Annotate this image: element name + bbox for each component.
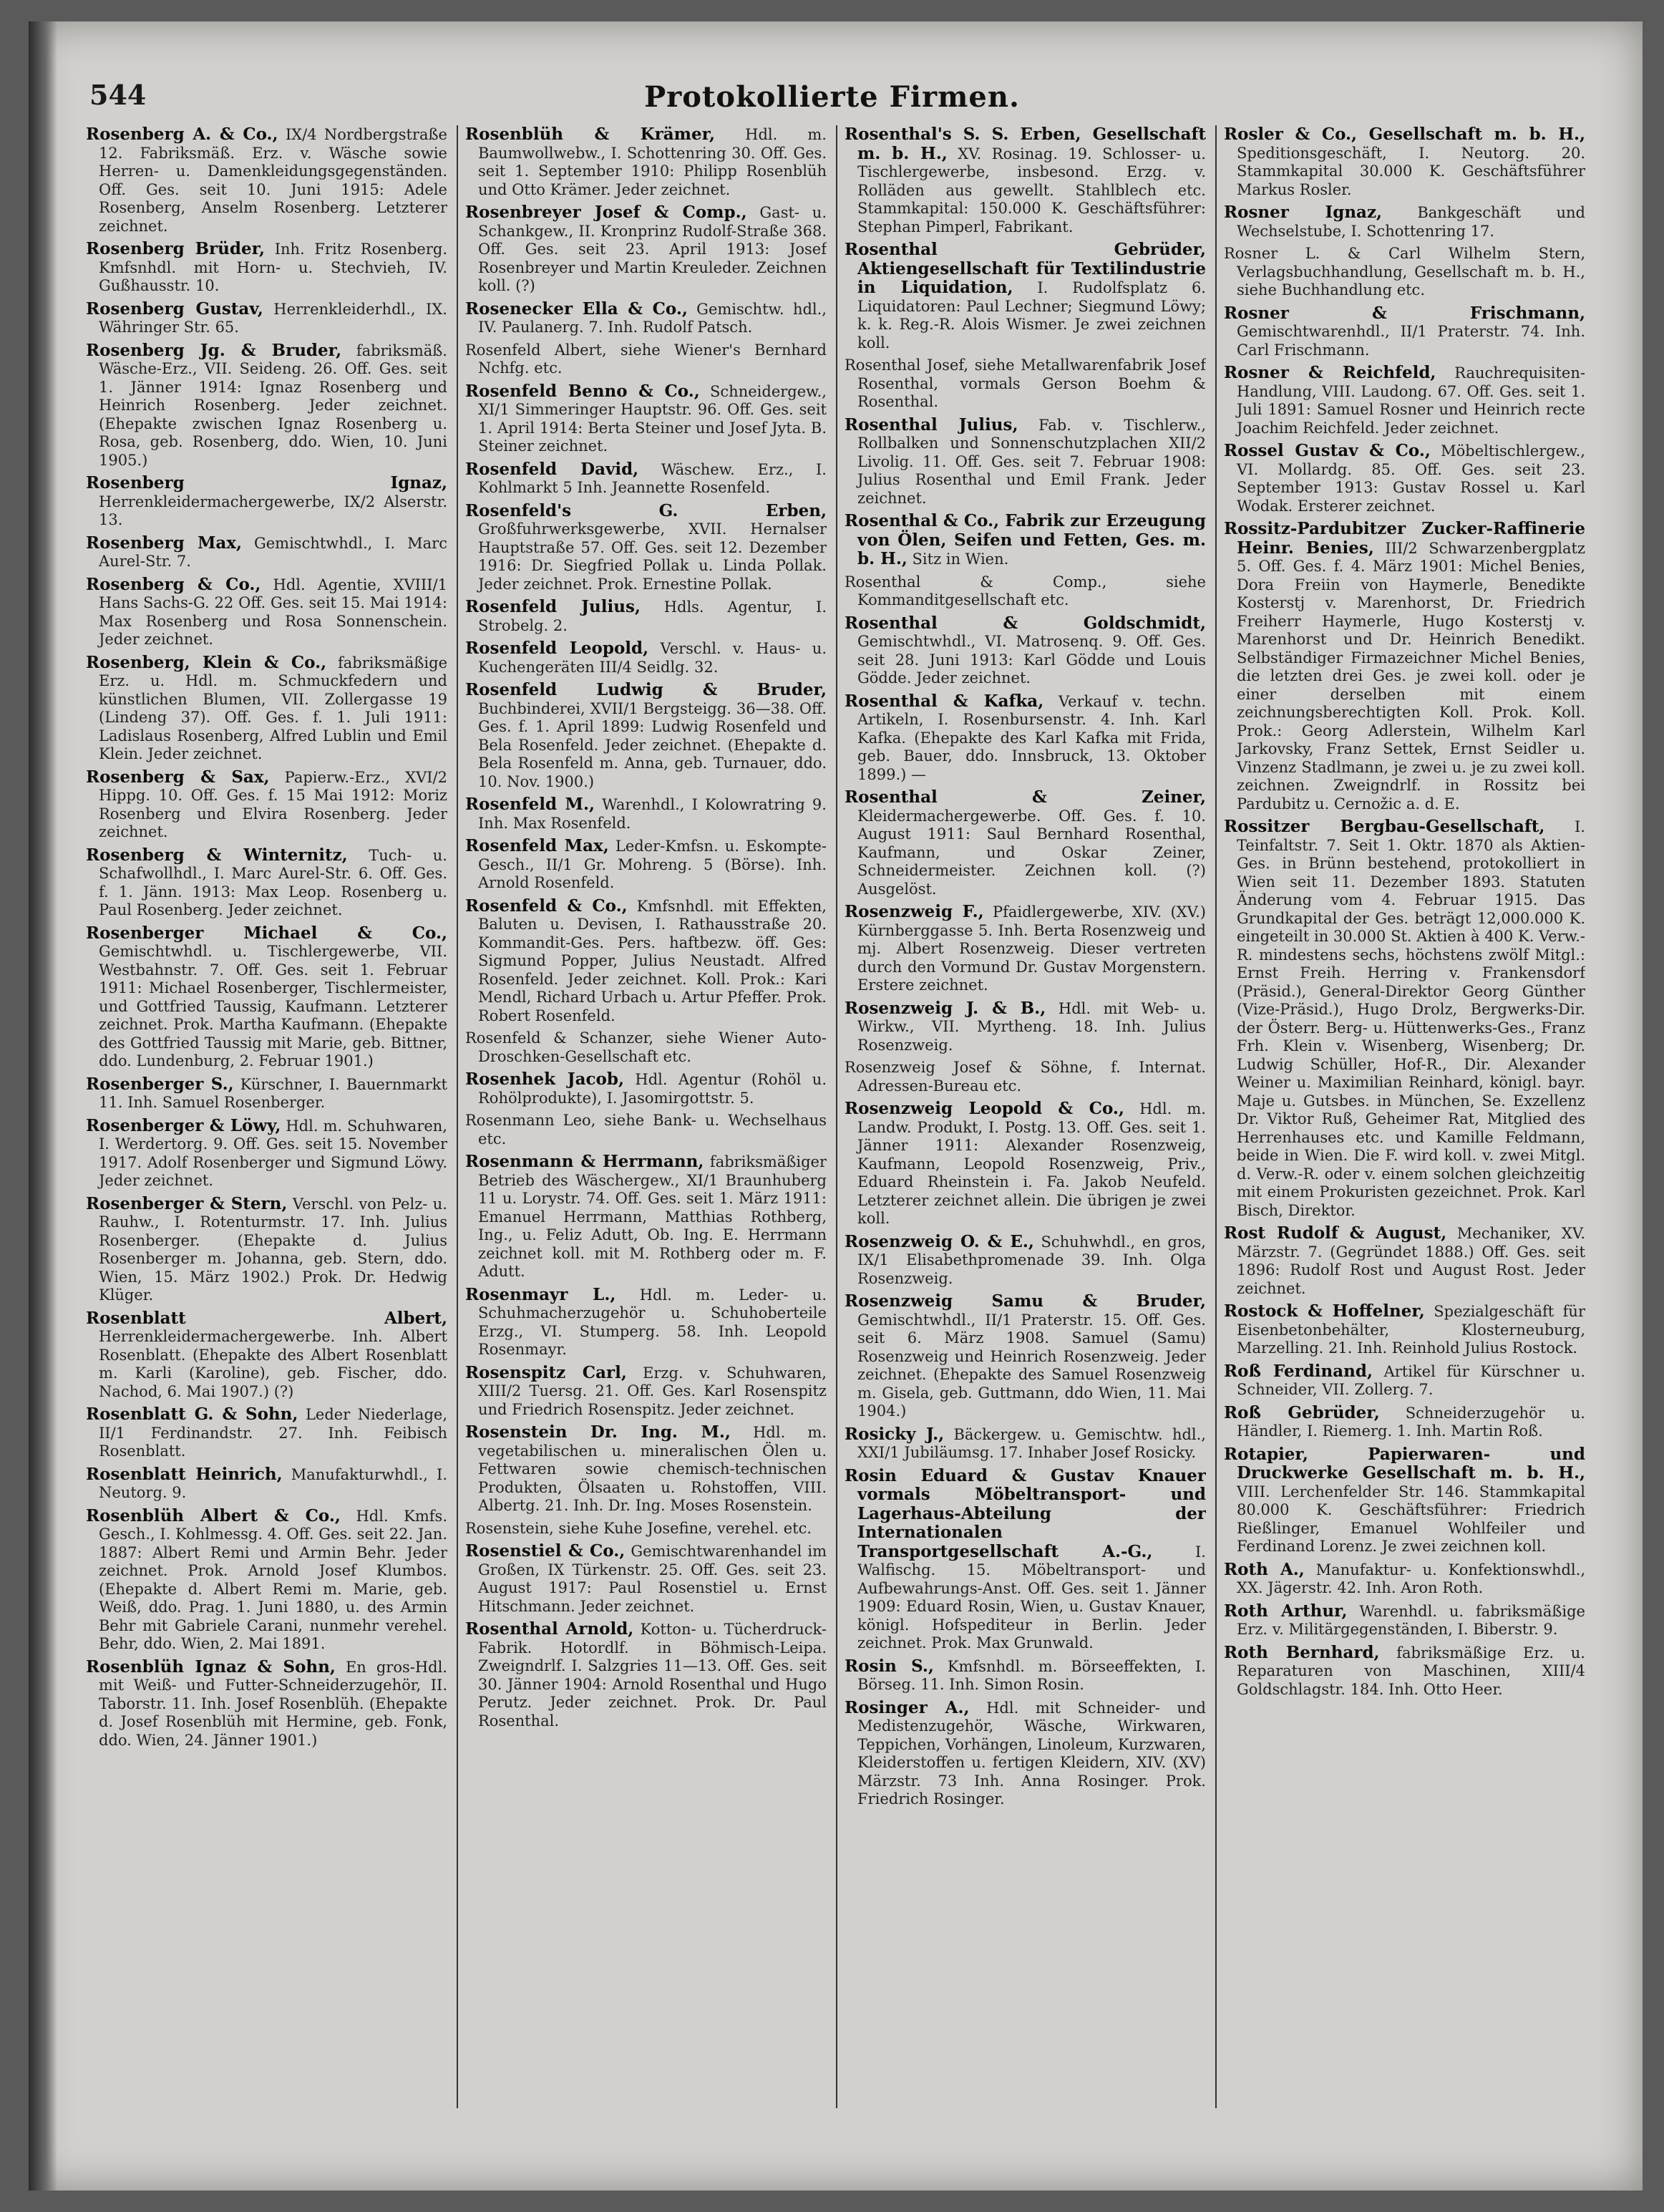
- entry-text: Schneiderzugehör u. Händler, I. Riemerg. 1. Inh. Martin Roß.: [1237, 1404, 1585, 1440]
- firm-name: Rosinger A.,: [845, 1697, 970, 1717]
- firm-name: Rosenberg & Sax,: [86, 767, 270, 787]
- firm-name: Rosenstiel & Co.,: [465, 1541, 626, 1561]
- directory-entry: [1224, 1445, 1585, 1556]
- entry-text: Rosenmann Leo, siehe Bank- u. Wechselhaus etc.: [465, 1112, 827, 1148]
- directory-entry: [86, 768, 447, 842]
- directory-entry: [465, 1364, 827, 1420]
- entry-text: Buchbinderei, XVII/1 Bergsteigg. 36—38. Off. Ges. f. 1. April 1899: Ludwig Rosenfeld und Bela Rosenfeld. Jeder zeichnet. (Ehepakte d. Bela Rosenfeld m. Anna, geb. Turnauer, ddo. 10. Nov. 1900.): [478, 699, 827, 790]
- entry-text: Gast- u. Schankgew., II. Kronprinz Rudolf-Straße 368. Off. Ges. seit 23. April 1913: Josef Rosenbreyer und Martin Kreuleder. Zeichnen koll. (?): [478, 204, 827, 294]
- firm-name: Rosenhek Jacob,: [465, 1069, 624, 1089]
- entry-text: Hdl. m. Landw. Produkt, I. Postg. 13. Off. Ges. seit 1. Jänner 1911: Alexander Rosenzweig, Kaufmann, Leopold Rosenzweig, Priv., Eduard Rheinstein i. Fa. Jakob Neufeld. Letzterer zeichnet allein. Die übrigen je zwei koll.: [857, 1100, 1206, 1227]
- entry-text: Verschl. von Pelz- u. Rauhw., I. Rotenturmstr. 17. Inh. Julius Rosenberger. (Ehepakte d. Julius Rosenberger m. Johanna, geb. Stern, ddo. Wien, 15. März 1902.) Prok. Dr. Hedwig Klüger.: [99, 1195, 447, 1304]
- entry-text: Artikel für Kürschner u. Schneider, VII. Zollerg. 7.: [1237, 1362, 1585, 1398]
- directory-entry: [86, 240, 447, 296]
- directory-entry: [845, 1467, 1206, 1653]
- entry-text: Rosenstein, siehe Kuhe Josefine, verehel. etc.: [465, 1519, 812, 1537]
- directory-entry: [1224, 520, 1585, 813]
- directory-entry: [1224, 1561, 1585, 1598]
- directory-entry: [86, 474, 447, 530]
- directory-entry: [86, 1465, 447, 1503]
- directory-entry: [465, 300, 827, 337]
- firm-name: Rosenzweig O. & E.,: [845, 1231, 1034, 1251]
- entry-text: Hdls. Agentur, I. Strobelg. 2.: [478, 598, 827, 634]
- firm-name: Rosenthal Gebrüder, Aktiengesellschaft für Textilindustrie in Liquidation,: [845, 240, 1206, 297]
- firm-name: Roß Ferdinand,: [1224, 1361, 1373, 1381]
- entry-text: Papierw.-Erz., XVI/2 Hippg. 10. Off. Ges. f. 15 Mai 1912: Moriz Rosenberg und Elvira Rosenberg. Jeder zeichnet.: [99, 768, 447, 840]
- directory-entry: [1224, 1602, 1585, 1639]
- directory-entry: [845, 692, 1206, 785]
- entry-text: Bankgeschäft und Wechselstube, I. Schottenring 17.: [1237, 204, 1585, 240]
- firm-name: Rostock & Hoffelner,: [1224, 1301, 1425, 1321]
- directory-entry: [465, 382, 827, 456]
- firm-name: Rosin S.,: [845, 1656, 934, 1676]
- entry-text: IX/4 Nordbergstraße 12. Fabriksmäß. Erz. v. Wäsche sowie Herren- u. Damenkleidungsgegenständen. Off. Ges. seit 10. Juni 1915: Adele Rosenberg, Anselm Rosenberg. Letzterer zeichnet.: [99, 126, 447, 235]
- firm-name: Rossitz-Pardubitzer Zucker-Raffinerie Heinr. Benies,: [1224, 519, 1585, 558]
- entry-text: Gemischtwarenhdl., II/1 Praterstr. 74. Inh. Carl Frischmann.: [1237, 323, 1585, 359]
- directory-entry: [845, 356, 1206, 412]
- firm-name: Rosenfeld David,: [465, 459, 639, 479]
- firm-name: Rosner & Frischmann,: [1224, 303, 1585, 323]
- firm-name: Rosenfeld Ludwig & Bruder,: [465, 680, 827, 699]
- firm-name: Rosenthal & Goldschmidt,: [845, 613, 1206, 633]
- directory-entry: [1224, 364, 1585, 437]
- directory-entry: [845, 1059, 1206, 1095]
- entry-text: Rosenfeld & Schanzer, siehe Wiener Auto-Droschken-Gesellschaft etc.: [465, 1029, 827, 1065]
- entry-text: I. Teinfaltstr. 7. Seit 1. Oktr. 1870 als Aktien-Ges. in Brünn bestehend, protokolliert in Wien seit 11. Dezember 1893. Statuten Änderung vom 4. Februar 1915. Das Grundkapital der Ges. beträgt 12,000.000 K. eingeteilt in 30.000 St. Aktien à 400 K. Verw.-R. mindestens sechs, höchstens zwölf Mitgl.: Ernst Freih. Herring v. Frankensdorf (Präsid.), General-Direktor Georg Günther (Vize-Präsid.), Hugo Drolz, Bergwerks-Dir. der Österr. Berg- u. Hüttenwerks-Ges., Franz Frh. Klein v. Wisenberg, Wisenberg; Dr. Ludwig Schüller, Hof-R., Dir. Alexander Weiner u. Maximilian Reinhard, königl. bayr. Maje u. Gutsbes. in München, Se. Exzellenz Dr. Viktor Ruß, Geheimer Rat, Mitglied des Herrenhauses etc. und Kamille Feldmann, beide in Wien. Die F. wird koll. v. zwei Mitgl. d. Verw.-R. oder v. einem solchen gleichzeitig mit einem Prokuristen gezeichnet. Prok. Karl Bisch, Direktor.: [1237, 818, 1585, 1219]
- entry-text: fabriksmäßige Erz. u. Hdl. m. Schmuckfedern und künstlichen Blumen, VII. Zollergasse 19 (Lindeng 37). Off. Ges. f. 1. Juli 1911: Ladislaus Rosenberg, Alfred Lublin und Emil Klein. Jeder zeichnet.: [99, 654, 447, 762]
- directory-entry: [86, 1309, 447, 1402]
- entry-text: Hdl. Agentie, XVIII/1 Hans Sachs-G. 22 Off. Ges. seit 15. Mai 1914: Max Rosenberg und Rosa Sonnenschein. Jeder zeichnet.: [99, 576, 447, 648]
- entry-text: I. Rudolfsplatz 6. Liquidatoren: Paul Lechner; Siegmund Löwy; k. k. Reg.-R. Alois Wismer. Je zwei zeichnen koll.: [857, 279, 1206, 351]
- firm-name: Rossel Gustav & Co.,: [1224, 441, 1431, 460]
- directory-entry: [465, 897, 827, 1026]
- firm-name: Roß Gebrüder,: [1224, 1402, 1380, 1422]
- firm-name: Rosenthal's S. S. Erben, Gesellschaft m. b. H.,: [845, 125, 1206, 163]
- directory-entry: [465, 1520, 827, 1538]
- directory-entry: [845, 788, 1206, 898]
- firm-name: Roth Arthur,: [1224, 1601, 1348, 1621]
- entry-text: fabriksmäß. Wäsche-Erz., VII. Seideng. 26. Off. Ges. seit 1. Jänner 1914: Ignaz Rosenberg und Heinrich Rosenberg. Jeder zeichnet. (Ehepakte zwischen Ignaz Rosenberg u. Rosa, geb. Rosenberg, ddo. Wien, 10. Juni 1905.): [99, 341, 447, 469]
- entry-text: Gemischtwhdl. u. Tischlergewerbe, VII. Westbahnstr. 7. Off. Ges. seit 1. Februar 1911: Michael Rosenberger, Tischlermeister, und Gottfried Taussig, Kaufmann. Letzterer zeichnet. Prok. Martha Kaufmann. (Ehepakte des Gottfried Taussig mit Marie, geb. Bittner, ddo. Lundenburg, 2. Februar 1901.): [99, 943, 447, 1069]
- directory-entry: [465, 1423, 827, 1515]
- directory-entry: [845, 903, 1206, 995]
- entry-text: Möbeltischlergew., VI. Mollardg. 85. Off. Ges. seit 23. September 1913: Gustav Rossel u. Karl Wodak. Ersterer zeichnet.: [1237, 442, 1585, 515]
- firm-name: Rosenfeld's G. Erben,: [465, 500, 827, 520]
- directory-entry: [465, 1286, 827, 1359]
- directory-entry: [845, 416, 1206, 508]
- firm-name: Rosenfeld Julius,: [465, 597, 641, 616]
- directory-entry: [86, 1507, 447, 1654]
- entry-text: I. Walfischg. 15. Möbeltransport- und Aufbewahrungs-Anst. Off. Ges. seit 1. Jänner 1909: Eduard Rosin, Wien, u. Gustav Knauer, königl. Hofspediteur in Berlin. Jeder zeichnet. Prok. Max Grunwald.: [857, 1543, 1206, 1651]
- book-spine-shadow: [29, 21, 57, 2191]
- directory-entry: [465, 1070, 827, 1107]
- directory-entry: [1224, 245, 1585, 300]
- directory-entry: [845, 1657, 1206, 1694]
- entry-text: Fab. v. Tischlerw., Rollbalken und Sonnenschutzplachen XII/2 Livolig. 11. Off. Ges. seit 7. Februar 1908: Julius Rosenthal und Emil Frank. Jeder zeichnet.: [857, 416, 1206, 507]
- directory-entry: [1224, 1404, 1585, 1441]
- directory-entry: [465, 1153, 827, 1281]
- directory-entry: [845, 999, 1206, 1055]
- directory-entry: [1224, 1224, 1585, 1298]
- directory-entry: [1224, 442, 1585, 515]
- directory-entry: [465, 1620, 827, 1730]
- directory-entry: [86, 534, 447, 571]
- entry-text: Speditionsgeschäft, I. Neutorg. 20. Stammkapital 30.000 K. Geschäftsführer Markus Rosler.: [1237, 144, 1585, 198]
- directory-entry: [465, 1112, 827, 1148]
- entry-text: Gemischtwhdl., I. Marc Aurel-Str. 7.: [99, 534, 447, 570]
- entry-text: Rosenzweig Josef & Söhne, f. Internat. Adressen-Bureau etc.: [845, 1059, 1206, 1095]
- entry-text: Hdl. m. Leder- u. Schuhmacherzugehör u. Schuhoberteile Erzg., VI. Stumperg. 58. Inh. Leopold Rosenmayr.: [478, 1286, 827, 1358]
- entry-text: Hdl. mit Schneider- und Medistenzugehör, Wäsche, Wirkwaren, Teppichen, Vorhängen, Linoleum, Kurzwaren, Kleiderstoffen u. fertigen Kleidern, XIV. (XV) Märzstr. 73 Inh. Anna Rosinger. Prok. Friedrich Rosinger.: [857, 1699, 1206, 1808]
- entry-text: Gemischtwhdl., II/1 Praterstr. 15. Off. Ges. seit 6. März 1908. Samuel (Samu) Rosenzweig und Heinrich Rosenzweig. Jeder zeichnet. (Ehepakte des Samuel Rosenzweig m. Gisela, geb. Guttmann, ddo Wien, 11. Mai 1904.): [857, 1311, 1206, 1420]
- directory-entry: [845, 125, 1206, 236]
- directory-entry: [845, 512, 1206, 569]
- entry-text: Kmfsnhdl. m. Börseeffekten, I. Börseg. 11. Inh. Simon Rosin.: [857, 1657, 1206, 1693]
- directory-entry: [86, 1658, 447, 1750]
- entry-text: Verschl. v. Haus- u. Kuchengeräten III/4 Seidlg. 32.: [478, 640, 827, 676]
- firm-name: Rosenberger & Stern,: [86, 1193, 288, 1213]
- entry-text: Großfuhrwerksgewerbe, XVII. Hernalser Hauptstraße 57. Off. Ges. seit 12. Dezember 1916: Dr. Siegfried Pollak u. Linda Pollak. Jeder zeichnet. Prok. Ernestine Pollak.: [478, 520, 827, 593]
- firm-name: Rosenberg Jg. & Bruder,: [86, 340, 342, 360]
- directory-entry: [465, 125, 827, 199]
- directory-entry: [1224, 1302, 1585, 1358]
- firm-name: Rosenberg Max,: [86, 533, 243, 553]
- entry-text: III/2 Schwarzenbergplatz 5. Off. Ges. f. 4. März 1901: Michel Benies, Dora Freiin von Haymerle, Benedikte Kosterstj v. Marenhorst, Dr. Friedrich Freiherr Haymerle, Hugo Kosterstj v. Marenhorst und Dr. Heinrich Benedikt. Selbständiger Firmazeichner Michel Benies, die letzten drei Ges. je zwei koll. oder je einer derselben mit einem zeichnungsberechtigten Koll. Prok. Koll. Prok.: Georg Adlerstein, Wilhelm Karl Jarkovsky, Franz Settek, Ernst Seidler u. Vinzenz Stadlmann, je zwei u. je zu zwei koll. zeichnen. Zweigndrlf. in Rossitz bei Pardubitz u. Cernožic a. d. E.: [1237, 539, 1585, 812]
- entry-text: Pfaidlergewerbe, XIV. (XV.) Kürnberggasse 5. Inh. Berta Rosenzweig und mj. Albert Rosenzweig. Dieser vertreten durch den Vormund Dr. Gustav Morgenstern. Erstere zeichnet.: [857, 903, 1206, 994]
- firm-name: Rosenberg & Winternitz,: [86, 845, 348, 865]
- entry-text: Inh. Fritz Rosenberg. Kmfsnhdl. mit Horn- u. Stechvieh, IV. Gußhausstr. 10.: [99, 241, 447, 294]
- firm-name: Rosenspitz Carl,: [465, 1362, 627, 1382]
- directory-entry: [86, 125, 447, 236]
- firm-name: Rosenfeld & Co.,: [465, 896, 628, 916]
- firm-name: Rosenthal Arnold,: [465, 1619, 634, 1639]
- column-rule: [457, 125, 458, 2108]
- firm-name: Rosenfeld Benno & Co.,: [465, 381, 700, 401]
- directory-entry: [86, 846, 447, 920]
- entry-text: Rosenthal & Comp., siehe Kommanditgesellschaft etc.: [845, 573, 1206, 608]
- firm-name: Rosenberger Michael & Co.,: [86, 923, 447, 943]
- column-2: [465, 125, 827, 2137]
- entry-text: Bäckergew. u. Gemischtw. hdl., XXI/1 Jubiläumsg. 17. Inhaber Josef Rosicky.: [857, 1425, 1206, 1461]
- directory-entry: [465, 1029, 827, 1066]
- firm-name: Rosler & Co., Gesellschaft m. b. H.,: [1224, 125, 1585, 144]
- firm-name: Roth Bernhard,: [1224, 1642, 1380, 1662]
- entry-text: Herrenkleiderhdl., IX. Währinger Str. 65.: [99, 300, 447, 336]
- directory-entry: [86, 1117, 447, 1190]
- entry-text: Hdl. m. vegetabilischen u. mineralischen Ölen u. Fettwaren sowie chemisch-technischen Produkten, Ölsaaten u. Rohstoffen, VIII. Albertg. 21. Inh. Dr. Ing. Moses Rosenstein.: [478, 1424, 827, 1514]
- firm-name: Rosenthal & Zeiner,: [845, 787, 1206, 807]
- directory-entry: [86, 300, 447, 337]
- firm-name: Rosenblatt G. & Sohn,: [86, 1405, 298, 1424]
- entry-text: Kmfsnhdl. mit Effekten, Baluten u. Devisen, I. Rathausstraße 20. Kommandit-Ges. Pers. haftbezw. öff. Ges: Sigmund Popper, Julius Neustadt. Alfred Rosenfeld. Jeder zeichnet. Koll. Prok.: Kari Mendl, Richard Urbach u. Artur Pfeffer. Prok. Robert Rosenfeld.: [478, 897, 827, 1024]
- directory-entry: [86, 1405, 447, 1461]
- directory-entry: [465, 837, 827, 893]
- firm-name: Rosenthal Julius,: [845, 414, 1018, 435]
- firm-name: Roth A.,: [1224, 1559, 1305, 1579]
- directory-entry: [845, 1425, 1206, 1462]
- directory-entry: [845, 1100, 1206, 1228]
- directory-entry: [1224, 203, 1585, 241]
- entry-text: Manufakturwhdl., I. Neutorg. 9.: [99, 1465, 447, 1501]
- column-1: [86, 125, 447, 2137]
- firm-name: Rosenblatt Heinrich,: [86, 1464, 283, 1484]
- directory-entry: [1224, 125, 1585, 199]
- firm-name: Rosenblüh Ignaz & Sohn,: [86, 1656, 336, 1677]
- entry-text: Kleidermachergewerbe. Off. Ges. f. 10. August 1911: Saul Bernhard Rosenthal, Kaufmann, und Oskar Zeiner, Schneidermeister. Zeichnen koll. (?) Ausgelöst.: [857, 807, 1206, 898]
- entry-text: Schneidergew., XI/1 Simmeringer Hauptstr. 96. Off. Ges. seit 1. April 1914: Berta Steiner und Josef Jyta. B. Steiner zeichnet.: [478, 382, 827, 455]
- column-4: [1224, 125, 1585, 2137]
- directory-entry: [465, 1542, 827, 1616]
- firm-name: Rosenmayr L.,: [465, 1284, 616, 1304]
- directory-entry: [845, 1699, 1206, 1809]
- directory-entry: [86, 576, 447, 649]
- firm-name: Rotapier, Papierwaren- und Druckwerke Gesellschaft m. b. H.,: [1224, 1444, 1585, 1483]
- directory-entry: [845, 1233, 1206, 1289]
- entry-text: Herrenkleidermachergewerbe. Inh. Albert Rosenblatt. (Ehepakte des Albert Rosenblatt m. Karli (Karoline), geb. Fischer, ddo. Nachod, 6. Mai 1907.) (?): [99, 1328, 447, 1400]
- directory-entry: [845, 1292, 1206, 1421]
- firm-name: Rosenberger & Löwy,: [86, 1115, 281, 1135]
- firm-name: Rosenthal & Kafka,: [845, 691, 1044, 711]
- entry-text: Tuch- u. Schafwollhdl., I. Marc Aurel-Str. 6. Off. Ges. f. 1. Jänn. 1913: Max Leop. Rosenberg u. Paul Rosenberg. Jeder zeichnet.: [99, 846, 447, 918]
- firm-name: Rosenbreyer Josef & Comp.,: [465, 203, 747, 222]
- directory-columns: [86, 125, 1589, 2137]
- entry-text: Hdl. mit Web- u. Wirkw., VII. Myrtheng. 18. Inh. Julius Rosenzweig.: [857, 999, 1206, 1054]
- firm-name: Rosenberg A. & Co.,: [86, 125, 278, 144]
- directory-entry: [465, 598, 827, 635]
- entry-text: Mechaniker, XV. Märzstr. 7. (Gegründet 1888.) Off. Ges. seit 1896: Rudolf Rost und August Rost. Jeder zeichnet.: [1237, 1225, 1585, 1297]
- firm-name: Rosenberg Ignaz,: [86, 473, 447, 493]
- running-title: Protokollierte Firmen.: [644, 80, 1020, 114]
- directory-entry: [465, 795, 827, 833]
- firm-name: Rosenblatt Albert,: [86, 1308, 447, 1328]
- directory-entry: [1224, 818, 1585, 1220]
- entry-text: Gemischtwhdl., VI. Matrosenq. 9. Off. Ges. seit 28. Juni 1913: Karl Gödde und Louis Gödde. Jeder zeichnet.: [857, 633, 1206, 687]
- directory-entry: [845, 241, 1206, 352]
- entry-text: Verkauf v. techn. Artikeln, I. Rosenbursenstr. 4. Inh. Karl Kafka. (Ehepakte des Karl Kafka mit Frida, geb. Bauer, ddo. Innsbruck, 13. Oktober 1899.) —: [857, 692, 1206, 783]
- entry-text: Hdl. Agentur (Rohöl u. Rohölprodukte), I. Jasomirgottstr. 5.: [478, 1071, 827, 1107]
- firm-name: Rosenberg, Klein & Co.,: [86, 652, 327, 672]
- entry-text: Sitz in Wien.: [912, 550, 1009, 568]
- firm-name: Rosenberg Brüder,: [86, 239, 266, 258]
- entry-text: Erzg. v. Schuhwaren, XIII/2 Tuersg. 21. Off. Ges. Karl Rosenspitz und Friedrich Rosenspitz. Jeder zeichnet.: [478, 1364, 827, 1418]
- firm-name: Rosenberger S.,: [86, 1074, 234, 1094]
- directory-entry: [86, 341, 447, 470]
- entry-text: VIII. Lerchenfelder Str. 146. Stammkapital 80.000 K. Geschäftsführer: Friedrich Rießlinger, Emanuel Wohlfeiler und Ferdinand Lorenz. Je zwei zeichnen koll.: [1237, 1483, 1585, 1555]
- directory-entry: [465, 203, 827, 296]
- entry-text: Hdl. m. Baumwollwebw., I. Schottenring 30. Off. Ges. seit 1. September 1910: Philipp Rosenblüh und Otto Krämer. Jeder zeichnet.: [478, 126, 827, 198]
- entry-text: Kotton- u. Tücherdruck-Fabrik. Hotordlf. in Böhmisch-Leipa. Zweigndrlf. I. Salzgries 11—13. Off. Ges. seit 30. Jänner 1904: Arnold Rosenthal und Hugo Perutz. Jeder zeichnet. Prok. Dr. Paul Rosenthal.: [478, 1621, 827, 1730]
- firm-name: Rosenstein Dr. Ing. M.,: [465, 1422, 731, 1442]
- page-header: [0, 50, 1664, 115]
- entry-text: fabriksmäßiger Betrieb des Wäschergew., XI/1 Braunhuberg 11 u. Lorystr. 74. Off. Ges. seit 1. März 1911: Emanuel Herrmann, Matthias Rothberg, Ing., u. Feliz Adutt, Ob. Ing. E. Herrmann zeichnet koll. mit M. Rothberg oder m. F. Adutt.: [478, 1153, 827, 1280]
- firm-name: Rosner & Reichfeld,: [1224, 363, 1436, 382]
- directory-entry: [86, 1075, 447, 1112]
- entry-text: Manufaktur- u. Konfektionswhdl., XX. Jägerstr. 42. Inh. Aron Roth.: [1237, 1561, 1585, 1596]
- entry-text: En gros-Hdl. mit Weiß- und Futter-Schneiderzugehör, II. Taborstr. 11. Inh. Josef Rosenblüh. (Ehepakte d. Josef Rosenblüh mit Hermine, geb. Fonk, ddo. Wien, 24. Jänner 1901.): [99, 1658, 447, 1749]
- entry-text: Kürschner, I. Bauernmarkt 11. Inh. Samuel Rosenberger.: [99, 1075, 447, 1111]
- column-rule: [836, 125, 837, 2108]
- firm-name: Rosenzweig J. & B.,: [845, 998, 1046, 1018]
- firm-name: Rosenzweig F.,: [845, 902, 984, 921]
- entry-text: Gemischtwarenhandel im Großen, IX Türkenstr. 25. Off. Ges. seit 23. August 1917: Paul Rosenstiel u. Ernst Hitschmann. Jeder zeichnet.: [478, 1543, 827, 1615]
- firm-name: Rosenberg Gustav,: [86, 299, 263, 319]
- directory-entry: [465, 502, 827, 594]
- entry-text: fabriksmäßige Erz. u. Reparaturen von Maschinen, XIII/4 Goldschlagstr. 184. Inh. Otto Heer.: [1237, 1644, 1585, 1698]
- directory-entry: [86, 1195, 447, 1305]
- entry-text: XV. Rosinag. 19. Schlosser- u. Tischlergewerbe, insbesond. Erzg. v. Rolläden aus gewellt. Stahlblech etc. Stammkapital: 150.000 K. Geschäftsführer: Stephan Pimperl, Fabrikant.: [857, 145, 1206, 236]
- entry-text: Leder-Kmfsn. u. Eskompte-Gesch., II/1 Gr. Mohreng. 5 (Börse). Inh. Arnold Rosenfeld.: [478, 838, 827, 891]
- firm-name: Rossitzer Bergbau-Gesellschaft,: [1224, 817, 1545, 836]
- directory-entry: [465, 460, 827, 498]
- firm-name: Rosenblüh Albert & Co.,: [86, 1505, 341, 1525]
- entry-text: Rauchrequisiten-Handlung, VIII. Laudong. 67. Off. Ges. seit 1. Juli 1891: Samuel Rosner und Heinrich recte Joachim Reichfeld. Jeder zeichnet.: [1237, 364, 1585, 437]
- entry-text: Rosner L. & Carl Wilhelm Stern, Verlagsbuchhandlung, Gesellschaft m. b. H., siehe Buchhandlung etc.: [1224, 245, 1585, 299]
- directory-entry: [845, 573, 1206, 610]
- entry-text: Wäschew. Erz., I. Kohlmarkt 5 Inh. Jeannette Rosenfeld.: [478, 460, 827, 496]
- column-rule: [1215, 125, 1217, 2108]
- firm-name: Rosin Eduard & Gustav Knauer vormals Möbeltransport- und Lagerhaus-Abteilung der Internationalen Transportgesellschaft A.-G.,: [845, 1465, 1206, 1561]
- firm-name: Rosenblüh & Krämer,: [465, 125, 716, 144]
- firm-name: Rosenfeld Leopold,: [465, 639, 649, 658]
- firm-name: Rost Rudolf & August,: [1224, 1223, 1447, 1243]
- entry-text: Hdl. Kmfs. Gesch., I. Kohlmessg. 4. Off. Ges. seit 22. Jan. 1887: Albert Remi und Armin Behr. Jeder zeichnet. Prok. Arnold Josef Klumbos. (Ehepakte d. Albert Remi m. Marie, geb. Weiß, ddo. Prag. 1. Juni 1880, u. des Armin Behr mit Gabriele Carani, nunmehr verehel. Behr, ddo. Wien, 2. Mai 1891.: [99, 1507, 447, 1652]
- directory-entry: [465, 639, 827, 676]
- entry-text: Schuhwhdl., en gros, IX/1 Elisabethpromenade 39. Inh. Olga Rosenzweig.: [857, 1233, 1206, 1287]
- directory-entry: [1224, 304, 1585, 360]
- entry-text: Spezialgeschäft für Eisenbetonbehälter, Klosterneuburg, Marzelling. 21. Inh. Reinhold Julius Rostock.: [1237, 1303, 1585, 1357]
- firm-name: Rosenfeld M.,: [465, 795, 595, 814]
- firm-name: Rosicky J.,: [845, 1424, 945, 1444]
- directory-entry: [86, 654, 447, 764]
- entry-text: Leder Niederlage, II/1 Ferdinandstr. 27. Inh. Feibisch Rosenblatt.: [99, 1406, 447, 1460]
- entry-text: Rosenfeld Albert, siehe Wiener's Bernhard Nchfg. etc.: [465, 341, 827, 377]
- directory-entry: [465, 681, 827, 791]
- entry-text: Herrenkleidermachergewerbe, IX/2 Alserstr. 13.: [99, 493, 447, 528]
- firm-name: Rosenzweig Samu & Bruder,: [845, 1291, 1206, 1311]
- firm-name: Rosenecker Ella & Co.,: [465, 299, 688, 319]
- entry-text: Hdl. m. Schuhwaren, I. Werdertorg. 9. Off. Ges. seit 15. November 1917. Adolf Rosenberger und Sigmund Löwy. Jeder zeichnet.: [99, 1117, 447, 1189]
- page-number: 544: [89, 79, 147, 111]
- directory-entry: [86, 924, 447, 1071]
- directory-entry: [845, 614, 1206, 688]
- column-3: [845, 125, 1206, 2137]
- entry-text: Warenhdl., I Kolowratring 9. Inh. Max Rosenfeld.: [478, 796, 827, 832]
- entry-text: Gemischtw. hdl., IV. Paulanerg. 7. Inh. Rudolf Patsch.: [478, 300, 827, 336]
- firm-name: Rosenzweig Leopold & Co.,: [845, 1099, 1124, 1118]
- firm-name: Rosenmann & Herrmann,: [465, 1152, 704, 1171]
- firm-name: Rosenfeld Max,: [465, 836, 609, 855]
- firm-name: Rosner Ignaz,: [1224, 203, 1383, 222]
- entry-text: Warenhdl. u. fabriksmäßige Erz. v. Militärgegenständen, I. Biberstr. 9.: [1237, 1602, 1585, 1638]
- directory-entry: [1224, 1644, 1585, 1699]
- firm-name: Rosenberg & Co.,: [86, 574, 261, 594]
- directory-entry: [465, 341, 827, 378]
- firm-name: Rosenthal & Co., Fabrik zur Erzeugung von Ölen, Seifen und Fetten, Ges. m. b. H.,: [845, 511, 1206, 568]
- entry-text: Rosenthal Josef, siehe Metallwarenfabrik Josef Rosenthal, vormals Gerson Boehm & Rosenthal.: [845, 356, 1206, 410]
- directory-entry: [1224, 1362, 1585, 1400]
